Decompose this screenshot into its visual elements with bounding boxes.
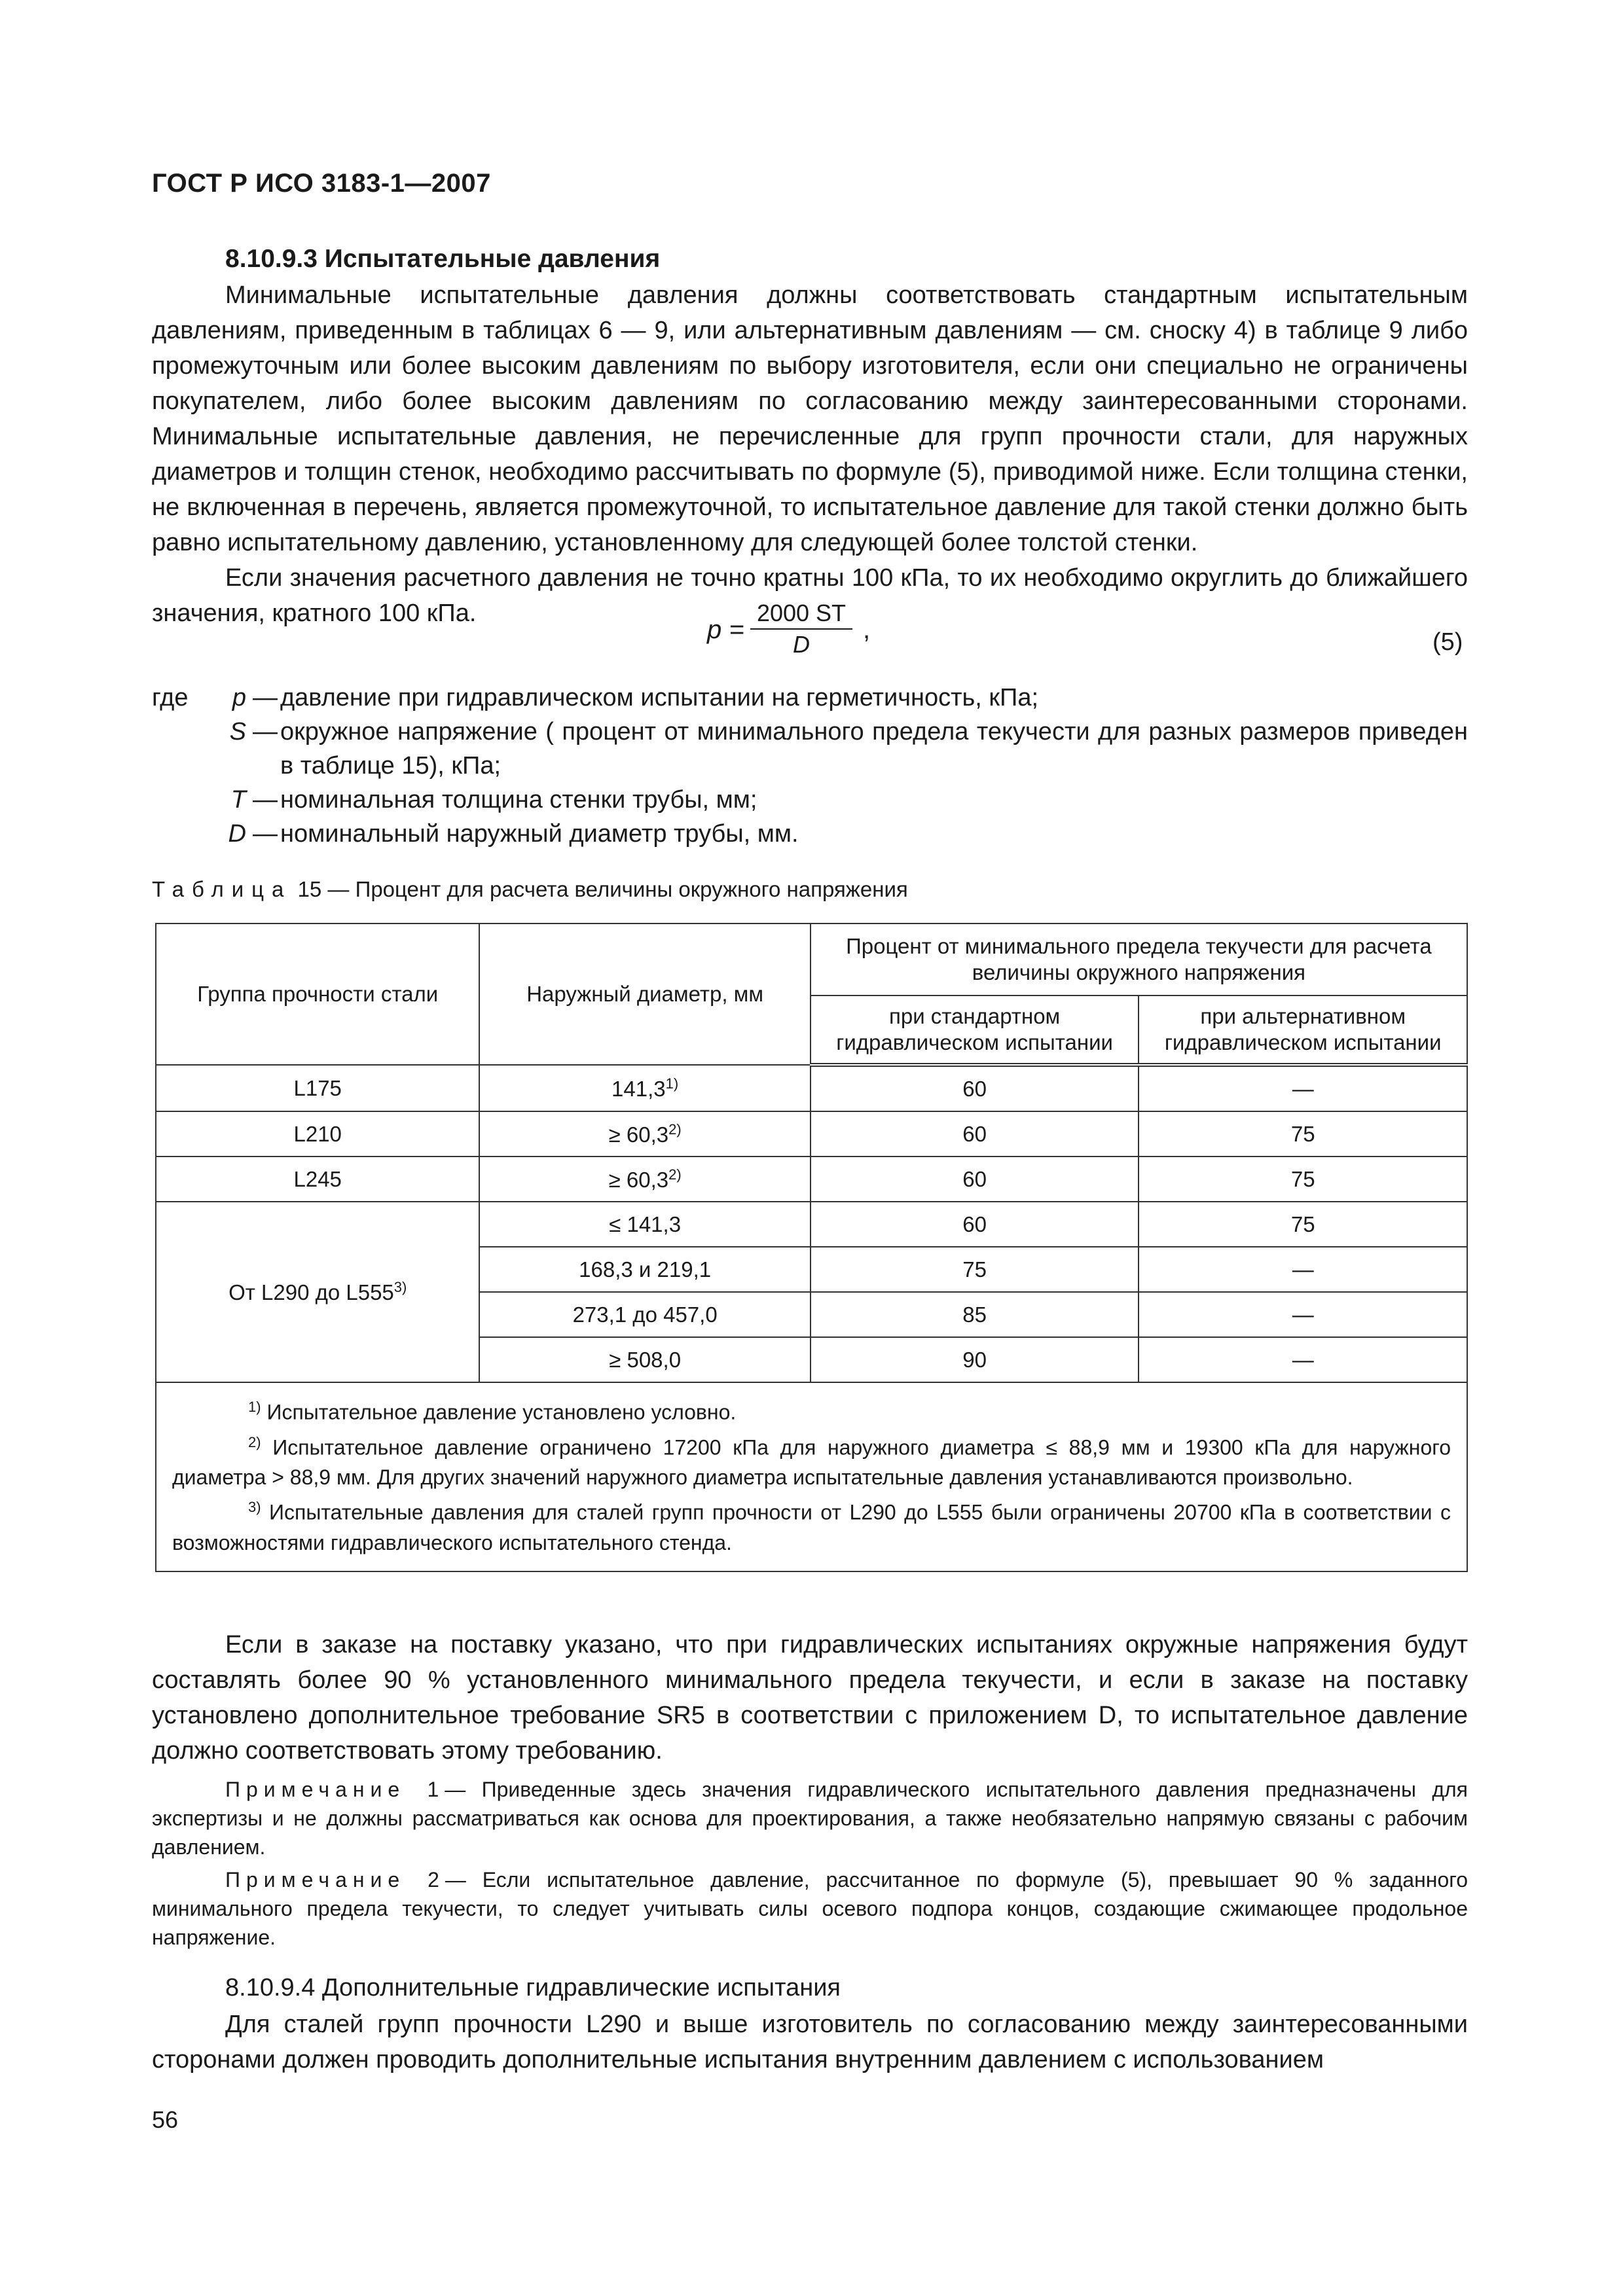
diameter-value: ≥ 60,3 (608, 1167, 669, 1192)
note-text: — Приведенные здесь значения гидравлического испытательного давления предназначены для экспертизы и не должны рассматриваться как основа для проектирования, а также необязательно напрямую связаны с рабочим давлением. (152, 1778, 1468, 1859)
table-row (156, 1111, 1467, 1157)
standard-header: ГОСТ Р ИСО 3183-1—2007 (152, 169, 491, 198)
note-label: Примечание 2 (225, 1868, 445, 1892)
header-alternative: при альтернативном гидравлическом испытании (1139, 996, 1467, 1065)
footnote-mark: 1) (248, 1399, 261, 1415)
notes-block (152, 1775, 1468, 1956)
note (152, 1865, 1468, 1952)
cell-group: L175 (156, 1065, 479, 1111)
cell-group-merged (156, 1202, 479, 1382)
cell-diameter (479, 1157, 810, 1202)
cell-alternative: — (1139, 1247, 1467, 1292)
cell-group: L245 (156, 1157, 479, 1202)
formula-number: (5) (1432, 628, 1463, 656)
note-label: Примечание 1 (225, 1778, 445, 1801)
formula-comma: , (863, 615, 871, 644)
header-standard: при стандартном гидравлическом испытании (811, 996, 1139, 1065)
definition-symbol: p (232, 684, 246, 711)
note-text: — Если испытательное давление, рассчитанное по формуле (5), превышает 90 % заданного минимального предела текучести, то следует учитывать силы осевого подпора концов, создающие сжимающее продольное напряжение. (152, 1868, 1468, 1949)
definition-dash: — (253, 718, 278, 745)
cell-alternative: — (1139, 1292, 1467, 1337)
footnote-mark: 3) (248, 1499, 261, 1516)
stress-percent-table (155, 923, 1468, 1572)
where-label: где (152, 684, 189, 711)
definition-text: номинальная толщина стенки трубы, мм; (280, 786, 757, 814)
footnote-mark: 1) (665, 1075, 679, 1092)
table-caption-label: Таблица (152, 877, 292, 901)
cell-alternative: 75 (1139, 1157, 1467, 1202)
table-footnote (172, 1492, 1451, 1558)
diameter-value: ≥ 60,3 (608, 1122, 669, 1147)
cell-standard: 90 (811, 1337, 1139, 1382)
formula (707, 600, 871, 658)
group-value: От L290 до L555 (228, 1280, 394, 1304)
table-caption (152, 877, 908, 902)
footnote-mark: 3) (393, 1279, 407, 1295)
table-caption-text: 15 — Процент для расчета величины окружного напряжения (297, 877, 908, 901)
footnote-text: Испытательные давления для сталей групп прочности от L290 до L555 были ограничены 20700 кПа в соответствии с возможностями гидравлического испытательного стенда. (172, 1500, 1451, 1554)
cell-diameter: 168,3 и 219,1 (479, 1247, 810, 1292)
paragraph: Если значения расчетного давления не точно кратны 100 кПа, то их необходимо округлить до ближайшего значения, кратного 100 кПа. (152, 564, 1468, 627)
header-percent: Процент от минимального предела текучести для расчета величины окружного напряжения (811, 924, 1467, 996)
cell-group: L210 (156, 1111, 479, 1157)
definition-text: давление при гидравлическом испытании на герметичность, кПа; (280, 684, 1039, 711)
table-row (156, 1157, 1467, 1202)
cell-alternative: 75 (1139, 1111, 1467, 1157)
subsection-title: 8.10.9.4 Дополнительные гидравлические испытания (225, 1974, 841, 2001)
section-body (152, 278, 1468, 631)
cell-diameter (479, 1065, 810, 1111)
footnote-mark: 2) (668, 1166, 682, 1183)
after-table-text (152, 1627, 1468, 1768)
definition-dash: — (253, 786, 278, 814)
cell-standard: 75 (811, 1247, 1139, 1292)
header-diameter: Наружный диаметр, мм (479, 924, 810, 1065)
formula-lhs: p = (707, 615, 744, 644)
table-footnotes (156, 1382, 1467, 1571)
subsection-body (152, 2007, 1468, 2077)
definition-dash: — (253, 684, 278, 711)
cell-alternative: — (1139, 1337, 1467, 1382)
cell-standard: 60 (811, 1065, 1139, 1111)
definition-symbol: D (228, 820, 246, 848)
table-row (156, 1065, 1467, 1111)
definition-symbol: T (230, 786, 246, 814)
footnote-mark: 2) (668, 1121, 682, 1138)
cell-standard: 85 (811, 1292, 1139, 1337)
cell-diameter: ≤ 141,3 (479, 1202, 810, 1247)
paragraph: Для сталей групп прочности L290 и выше изготовитель по согласованию между заинтересованными сторонами должен проводить дополнительные испытания внутренним давлением с использованием (152, 2011, 1468, 2073)
note (152, 1775, 1468, 1861)
cell-alternative: 75 (1139, 1202, 1467, 1247)
section-title: 8.10.9.3 Испытательные давления (225, 245, 661, 273)
cell-standard: 60 (811, 1202, 1139, 1247)
formula-numerator: 2000 ST (750, 600, 852, 630)
formula-denominator: D (793, 631, 810, 658)
definition-dash: — (253, 820, 278, 848)
footnote-text: Испытательное давление ограничено 17200 кПа для наружного диаметра ≤ 88,9 мм и 19300 кПа для наружного диаметра > 88,9 мм. Для других значений наружного диаметра испытательные давления устанавливаются произвольно. (172, 1435, 1451, 1490)
table-footnotes-row (156, 1382, 1467, 1571)
cell-alternative: — (1139, 1065, 1467, 1111)
header-group: Группа прочности стали (156, 924, 479, 1065)
cell-diameter: ≥ 508,0 (479, 1337, 810, 1382)
cell-standard: 60 (811, 1157, 1139, 1202)
paragraph: Если в заказе на поставку указано, что при гидравлических испытаниях окружные напряжения будут составлять более 90 % установленного минимального предела текучести, и если в заказе на поставку установлено дополнительное требование SR5 в соответствии с приложением D, то испытательное давление должно соответствовать этому требованию. (152, 1631, 1468, 1765)
formula-fraction (750, 600, 852, 658)
definition-text: номинальный наружный диаметр трубы, мм. (280, 820, 799, 848)
paragraph: Минимальные испытательные давления должны соответствовать стандартным испытательным давлениям, приведенным в таблицах 6 — 9, или альтернативным давлениям — см. сноску 4) в таблице 9 либо промежуточным или более высоким давлениям по выбору изготовителя, если они специально не ограничены покупателем, либо более высоким давлениям по согласованию между заинтересованными сторонами. Минимальные испытательные давления, не перечисленные для групп прочности стали, для наружных диаметров и толщин стенок, необходимо рассчитывать по формуле (5), приводимой ниже. Если толщина стенки, не включенная в перечень, является промежуточной, то испытательное давление для такой стенки должно быть равно испытательному давлению, установленному для следующей более толстой стенки. (152, 281, 1468, 556)
definition-text: окружное напряжение ( процент от минимального предела текучести для разных размеров приведен в таблице 15), кПа; (280, 718, 1468, 780)
cell-diameter: 273,1 до 457,0 (479, 1292, 810, 1337)
table-row (156, 1202, 1467, 1247)
cell-diameter (479, 1111, 810, 1157)
cell-standard: 60 (811, 1111, 1139, 1157)
table-footnote (172, 1392, 1451, 1427)
footnote-text: Испытательное давление установлено условно. (266, 1400, 737, 1424)
table-footnote (172, 1427, 1451, 1493)
page-number: 56 (152, 2106, 179, 2133)
definition-symbol: S (229, 718, 246, 745)
diameter-value: 141,3 (611, 1076, 666, 1101)
footnote-mark: 2) (248, 1433, 261, 1450)
